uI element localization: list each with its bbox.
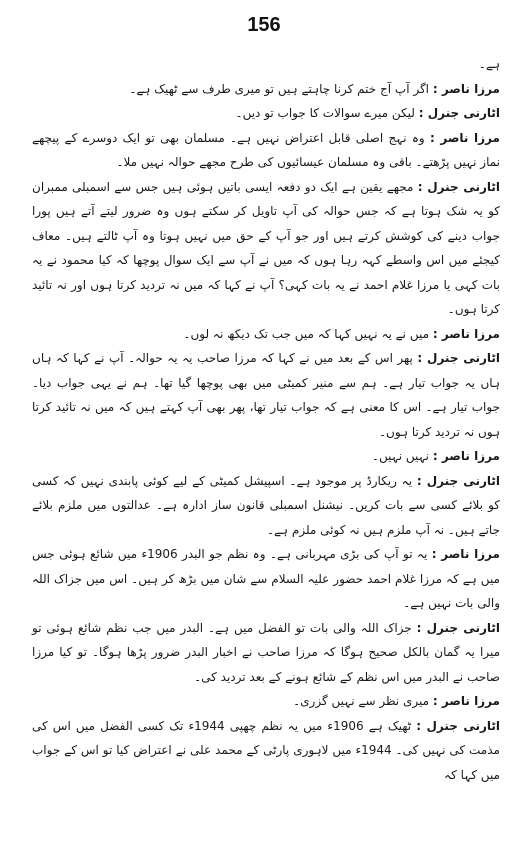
paragraph-11 <box>32 616 500 690</box>
speaker-label: مرزا ناصر : <box>432 326 500 341</box>
speaker-label: اٹارنی جنرل : <box>416 718 500 733</box>
speaker-label: اٹارنی جنرل : <box>416 620 500 635</box>
paragraph-text: نہیں نہیں۔ <box>371 449 430 463</box>
paragraph-text: ٹھیک ہے 1906ء میں یہ نظم چھپی 1944ء تک کسی الفضل میں اس کی مذمت کی نہیں کی۔ 1944ء میں لاہوری پارٹی کے محمد علی نے اعتراض کیا تو اس کے جواب میں کہا کہ <box>32 718 500 782</box>
paragraph-4 <box>32 126 500 175</box>
paragraph-12 <box>32 689 500 714</box>
speaker-label: مرزا ناصر : <box>431 547 500 561</box>
paragraph-7 <box>32 346 500 444</box>
paragraph-9 <box>32 469 500 543</box>
paragraph-text: جزاک اللہ والی بات تو الفضل میں ہے۔ البدر میں جب نظم شائع ہوئی تو میرا یہ گمان بالکل صحیح ہوگا کہ مرزا صاحب نے اخبار البدر ضرور پڑھا ہوگا۔ تو کیا مرزا صاحب نے البدر میں اس نظم کے شائع ہونے کے بعد تردید کی۔ <box>32 620 500 684</box>
paragraph-text: پھر اس کے بعد میں نے کہا کہ مرزا صاحب یہ یہ حوالہ۔ آپ نے کہا کہ ہاں ہاں یہ جواب تیار ہے۔ ہم سے منیر کمیٹی میں بھی پوچھا گیا تھا۔ ہم نے یہی جواب دیا۔ جواب تیار ہے۔ اس کا معنی ہے کہ جواب تیار تھا، پھر بھی آپ کہتے ہیں کہ میں نہ تائید کرتا ہوں نہ تردید کرتا ہوں۔ <box>32 351 500 439</box>
speaker-label: مرزا ناصر : <box>429 130 500 145</box>
paragraph-8 <box>32 444 500 469</box>
speaker-label: مرزا ناصر : <box>432 81 500 96</box>
paragraph-text: اگر آپ آج ختم کرنا چاہتے ہیں تو میری طرف سے ٹھیک ہے۔ <box>129 81 430 96</box>
paragraph-1 <box>32 52 500 77</box>
speaker-label: اٹارنی جنرل : <box>417 351 500 365</box>
paragraph-text: مجھے یقین ہے ایک دو دفعہ ایسی باتیں ہوئی ہیں جس سے اسمبلی ممبران کو یہ شک ہوتا ہے کہ جس حوالہ کی آپ تاویل کر سکتے ہوں وہ ضرور لیتے آتے ہیں پورا جواب دینے کی کوشش کرتے ہیں اور جو آپ کے حق میں نہیں ہوتا وہ آپ ٹالتے ہیں۔ معاف کیجئے میں اس واسطے کہہ رہا ہوں کہ میں نے آپ سے ایک سوال پوچھا کہ کیا محمود نے یہ بات کہی یا مرزا غلام احمد نے یہ بات کہی؟ آپ نے کہا کہ میں نہ تردید کرتا ہوں اور نہ تائید کرتا ہوں۔ <box>32 179 500 316</box>
paragraph-10 <box>32 542 500 616</box>
paragraph-text: لیکن میرے سوالات کا جواب تو دیں۔ <box>235 106 415 120</box>
paragraph-text: یہ تو آپ کی بڑی مہربانی ہے۔ وہ نظم جو البدر 1906ء میں شائع ہوئی جس میں ہے کہ مرزا غلام احمد حضور علیہ السلام سے شان میں بڑھ کر ہیں۔ اس میں جزاک اللہ والی بات نہیں ہے۔ <box>32 547 500 610</box>
page-number: 156 <box>247 14 281 36</box>
paragraph-5 <box>32 175 500 322</box>
paragraph-text: یہ ریکارڈ پر موجود ہے۔ اسپیشل کمیٹی کے لیے کوئی پابندی نہیں کہ کسی کو بلائے کسی سے بات کریں۔ نیشنل اسمبلی قانون ساز ادارہ ہے۔ عدالتوں میں ملزم بلائے جاتے ہیں۔ نہ آپ ملزم ہیں نہ کوئی ملزم ہے۔ <box>32 473 500 537</box>
paragraph-3 <box>32 101 500 126</box>
paragraph-text: میری نظر سے نہیں گزری۔ <box>293 694 430 708</box>
speaker-label: اٹارنی جنرل : <box>416 473 500 488</box>
paragraph-text: ہے۔ <box>478 57 500 71</box>
paragraph-text: میں نے یہ نہیں کہا کہ میں جب تک دیکھ نہ لوں۔ <box>183 326 430 341</box>
speaker-label: اٹارنی جنرل : <box>417 179 500 194</box>
paragraph-2 <box>32 77 500 102</box>
paragraph-6 <box>32 322 500 347</box>
paragraph-text: وہ نہج اصلی قابل اعتراض نہیں ہے۔ مسلمان بھی تو ایک دوسرے کے پیچھے نماز نہیں پڑھتے۔ باقی وہ مسلمان عیسائیوں کی طرح مجھے حوالہ نہیں ملا۔ <box>32 130 500 169</box>
paragraph-13 <box>32 714 500 788</box>
speaker-label: مرزا ناصر : <box>432 449 500 463</box>
speaker-label: اٹارنی جنرل : <box>418 106 500 120</box>
speaker-label: مرزا ناصر : <box>432 694 500 708</box>
document-body <box>32 52 500 787</box>
